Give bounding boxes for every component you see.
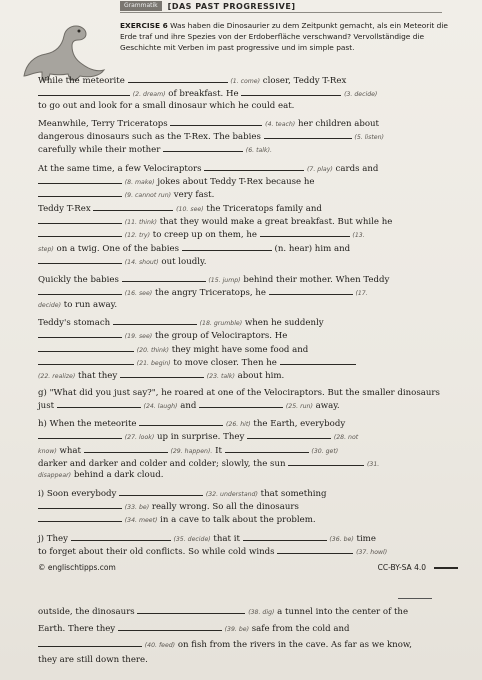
story-text-segment: h) When the meteorite <box>38 419 137 430</box>
verb-hint: (11. think) <box>124 218 157 226</box>
verb-hint: (27. look) <box>124 434 155 442</box>
verb-hint: (28. not <box>333 434 359 442</box>
story-text-segment: Teddy's stomach <box>38 318 111 329</box>
story-text-segment: of breakfast. He <box>168 89 239 100</box>
verb-hint: (19. see) <box>124 333 153 341</box>
story-text-segment: to move closer. Then he <box>173 357 277 368</box>
continuation-line-3 <box>38 638 458 652</box>
story-text-segment: up in surprise. They <box>156 432 245 443</box>
story-text-segment: the group of Velociraptors. He <box>154 331 288 342</box>
answer-blank-16[interactable] <box>38 286 122 295</box>
answer-blank-23[interactable] <box>120 369 204 378</box>
story-text-segment: they are still down there. <box>38 654 148 665</box>
verb-hint: (33. be) <box>124 503 150 511</box>
story-text-segment: that they <box>78 371 118 382</box>
verb-hint: (29. happen). <box>170 447 213 455</box>
answer-blank-13[interactable] <box>260 228 350 237</box>
story-text-segment: Earth. There they <box>38 623 116 634</box>
verb-hint: (4. teach) <box>265 120 296 128</box>
continuation-line-2 <box>38 622 458 636</box>
dinosaur-illustration <box>16 20 106 82</box>
answer-blank-15[interactable] <box>122 273 206 282</box>
story-text-segment: just <box>38 400 55 411</box>
answer-blank-40[interactable] <box>38 638 142 647</box>
story-paragraph-8 <box>38 487 458 527</box>
verb-hint: (16. see) <box>124 290 153 298</box>
verb-hint: (40. feed) <box>144 642 176 649</box>
verb-hint: (5. listen) <box>354 134 384 142</box>
verb-hint: (3. decide) <box>344 91 378 99</box>
story-text-segment: behind a dark cloud. <box>73 470 164 481</box>
answer-blank-21[interactable] <box>38 356 134 365</box>
answer-blank-36[interactable] <box>243 532 327 541</box>
story-text-segment: Teddy T-Rex <box>38 203 91 214</box>
story-text-segment: Meanwhile, Terry Triceratops <box>38 118 168 129</box>
answer-blank-11[interactable] <box>38 215 122 224</box>
story-text-segment: very fast. <box>173 190 215 201</box>
answer-blank-33[interactable] <box>38 500 122 509</box>
answer-blank-10[interactable] <box>93 202 173 211</box>
exercise-instructions <box>120 20 455 53</box>
story-text-segment: At the same time, a few Velociraptors <box>38 163 202 174</box>
answer-blank-7[interactable] <box>204 162 304 171</box>
story-paragraph-1 <box>38 74 458 112</box>
answer-blank-26[interactable] <box>139 417 223 426</box>
story-paragraph-7 <box>38 417 458 481</box>
worksheet-title: [DAS PAST PROGRESSIVE] <box>167 1 296 11</box>
story-text-segment: darker and darker and colder and colder; slowly, the sun <box>38 459 286 470</box>
story-text-segment: cards and <box>335 163 379 174</box>
verb-hint: (36. be) <box>329 535 354 543</box>
story-text-segment: that something <box>260 488 327 499</box>
story-text-segment: j) They <box>38 533 68 544</box>
story-text-segment: closer, Teddy T-Rex <box>262 76 347 86</box>
verb-hint: (31. <box>367 461 380 469</box>
verb-hint: (7. play) <box>307 165 333 173</box>
answer-blank-22-pre[interactable] <box>280 356 356 365</box>
continuation-line-1 <box>38 605 458 619</box>
story-text-segment: to creep up on them, he <box>152 230 257 241</box>
answer-blank-35[interactable] <box>71 532 171 541</box>
answer-blank-24[interactable] <box>57 399 141 408</box>
answer-blank-19[interactable] <box>38 329 122 338</box>
story-text-segment: (n. hear) him and <box>274 243 351 254</box>
verb-hint: disappear) <box>38 472 72 480</box>
story-text-segment: that it <box>213 533 240 544</box>
verb-hint: (37. howl) <box>356 548 388 556</box>
verb-hint: (9. cannot run) <box>124 192 172 200</box>
story-text-segment: to go out and look for a small dinosaur which he could eat. <box>38 100 295 111</box>
verb-hint: (12. try) <box>124 232 151 240</box>
verb-hint: decide) <box>38 301 62 309</box>
verb-hint: (30. get) <box>311 447 339 455</box>
answer-blank-2[interactable] <box>38 87 130 96</box>
answer-blank-25[interactable] <box>199 399 283 408</box>
verb-hint: (22. realize) <box>38 373 76 381</box>
story-text-segment: carefully while their mother <box>38 145 161 156</box>
license-area <box>378 563 458 572</box>
answer-blank-3[interactable] <box>241 87 341 96</box>
story-text-segment: a tunnel into the center of the <box>277 607 409 617</box>
story-text-segment: on fish from the rivers in the cave. As far as we know, <box>177 640 412 650</box>
answer-blank-1[interactable] <box>128 74 228 83</box>
answer-blank-20[interactable] <box>38 343 134 352</box>
answer-blank-14[interactable] <box>38 255 122 264</box>
story-text-segment: when he suddenly <box>244 318 324 329</box>
continuation-divider <box>398 598 432 599</box>
answer-blank-18[interactable] <box>113 316 197 325</box>
story-text-segment: her children about <box>297 118 380 129</box>
exercise-label: EXERCISE 6 <box>120 21 168 30</box>
answer-blank-12[interactable] <box>38 228 122 237</box>
story-text-segment: what <box>59 445 81 456</box>
story-text-segment: jokes about Teddy T-Rex because he <box>157 177 315 188</box>
verb-hint: (24. laugh) <box>143 402 178 410</box>
story-text-segment: on a twig. One of the babies <box>56 243 180 254</box>
verb-hint: (39. be) <box>224 625 250 633</box>
verb-hint: (1. come) <box>230 78 261 85</box>
story-text-segment: i) Soon everybody <box>38 488 117 499</box>
answer-blank-31[interactable] <box>288 457 364 466</box>
answer-blank-34[interactable] <box>38 513 122 522</box>
story-text <box>38 74 458 563</box>
story-text-segment: dangerous dinosaurs such as the T-Rex. The babies <box>38 132 261 143</box>
verb-hint: (2. dream) <box>132 91 166 99</box>
worksheet-header <box>120 0 295 12</box>
grammar-tag: Grammatik <box>120 1 162 11</box>
verb-hint: (6. talk). <box>245 147 272 155</box>
story-text-segment: outside, the dinosaurs <box>38 607 135 617</box>
verb-hint: (8. make) <box>124 179 155 187</box>
story-text-segment: behind their mother. When Teddy <box>243 275 390 286</box>
verb-hint: (13. <box>352 232 365 240</box>
license-label: CC-BY-SA 4.0 <box>377 563 426 572</box>
verb-hint: (21. begin) <box>136 359 171 367</box>
story-text-segment: the Triceratops family and <box>206 203 322 214</box>
verb-hint: (25. run) <box>285 402 313 410</box>
story-text-segment: in a cave to talk about the problem. <box>160 515 316 526</box>
story-text-segment: time <box>356 533 376 544</box>
story-text-segment: It <box>215 445 222 456</box>
story-paragraph-2 <box>38 117 458 157</box>
story-text-segment: about him. <box>237 371 285 382</box>
answer-blank-37[interactable] <box>277 545 353 554</box>
verb-hint: (38. dig) <box>248 609 275 616</box>
story-text-segment: the Earth, everybody <box>253 419 346 430</box>
story-continuation <box>38 605 458 669</box>
answer-blank-9[interactable] <box>38 188 122 197</box>
verb-hint: (20. think) <box>136 346 169 354</box>
page-footer <box>38 563 458 572</box>
story-text-segment: really wrong. So all the dinosaurs <box>151 501 299 512</box>
answer-blank-8[interactable] <box>38 175 122 184</box>
story-paragraph-9 <box>38 532 458 559</box>
continuation-line-4 <box>38 655 458 667</box>
verb-hint: (23. talk) <box>206 373 235 381</box>
story-text-segment: safe from the cold and <box>251 623 350 634</box>
verb-hint: (34. meet) <box>124 517 158 525</box>
verb-hint: (18. grumble) <box>199 320 243 328</box>
answer-blank-28[interactable] <box>247 430 331 439</box>
verb-hint: step) <box>38 245 54 253</box>
story-text-segment: they might have some food and <box>171 344 309 355</box>
story-text-segment: to forget about their old conflicts. So while cold winds <box>38 546 275 557</box>
story-text-segment: away. <box>315 400 340 411</box>
header-divider <box>120 12 442 13</box>
answer-blank-n[interactable] <box>182 242 272 251</box>
verb-hint: (35. decide) <box>173 535 211 543</box>
answer-blank-29[interactable] <box>84 444 168 453</box>
story-text-segment: and <box>180 400 197 411</box>
answer-blank-6[interactable] <box>163 143 243 152</box>
answer-blank-38[interactable] <box>137 605 245 614</box>
answer-blank-17[interactable] <box>269 286 353 295</box>
exercise-text: Was haben die Dinosaurier zu dem Zeitpunkt gemacht, als ein Meteorit die Erde traf und ihre Spezies von der Erdoberfläche verschwand? Vervollständige die Geschichte mit Verben im past progressive und im simple past. <box>120 21 448 52</box>
story-paragraph-5 <box>38 316 458 382</box>
story-text-segment: out loudly. <box>161 256 207 267</box>
answer-blank-4[interactable] <box>170 117 262 126</box>
verb-hint: (32. understand) <box>205 490 258 498</box>
story-text-segment: g) "What did you just say?", he roared at one of the Velociraptors. But the smaller dinosaurs <box>38 387 440 398</box>
verb-hint: (17. <box>355 290 368 298</box>
verb-hint: (26. hit) <box>225 421 251 429</box>
answer-blank-5[interactable] <box>264 130 352 139</box>
copyright-notice: © englischtipps.com <box>38 563 116 572</box>
story-text-segment: to run away. <box>63 299 118 310</box>
story-text-segment: that they would make a great breakfast. But while he <box>159 216 393 227</box>
verb-hint: (14. shout) <box>124 258 159 266</box>
footer-rule <box>434 567 458 569</box>
answer-blank-32[interactable] <box>119 487 203 496</box>
verb-hint: know) <box>38 447 57 455</box>
answer-blank-30[interactable] <box>225 444 309 453</box>
story-paragraph-4 <box>38 273 458 311</box>
story-text-segment: While the meteorite <box>38 76 125 86</box>
story-text-segment: Quickly the babies <box>38 275 119 286</box>
story-paragraph-6 <box>38 388 458 413</box>
answer-blank-39[interactable] <box>118 622 222 631</box>
story-text-segment: the angry Triceratops, he <box>154 288 266 299</box>
answer-blank-27[interactable] <box>38 430 122 439</box>
verb-hint: (10. see) <box>176 205 204 213</box>
story-paragraph-3 <box>38 162 458 268</box>
verb-hint: (15. jump) <box>208 277 241 285</box>
